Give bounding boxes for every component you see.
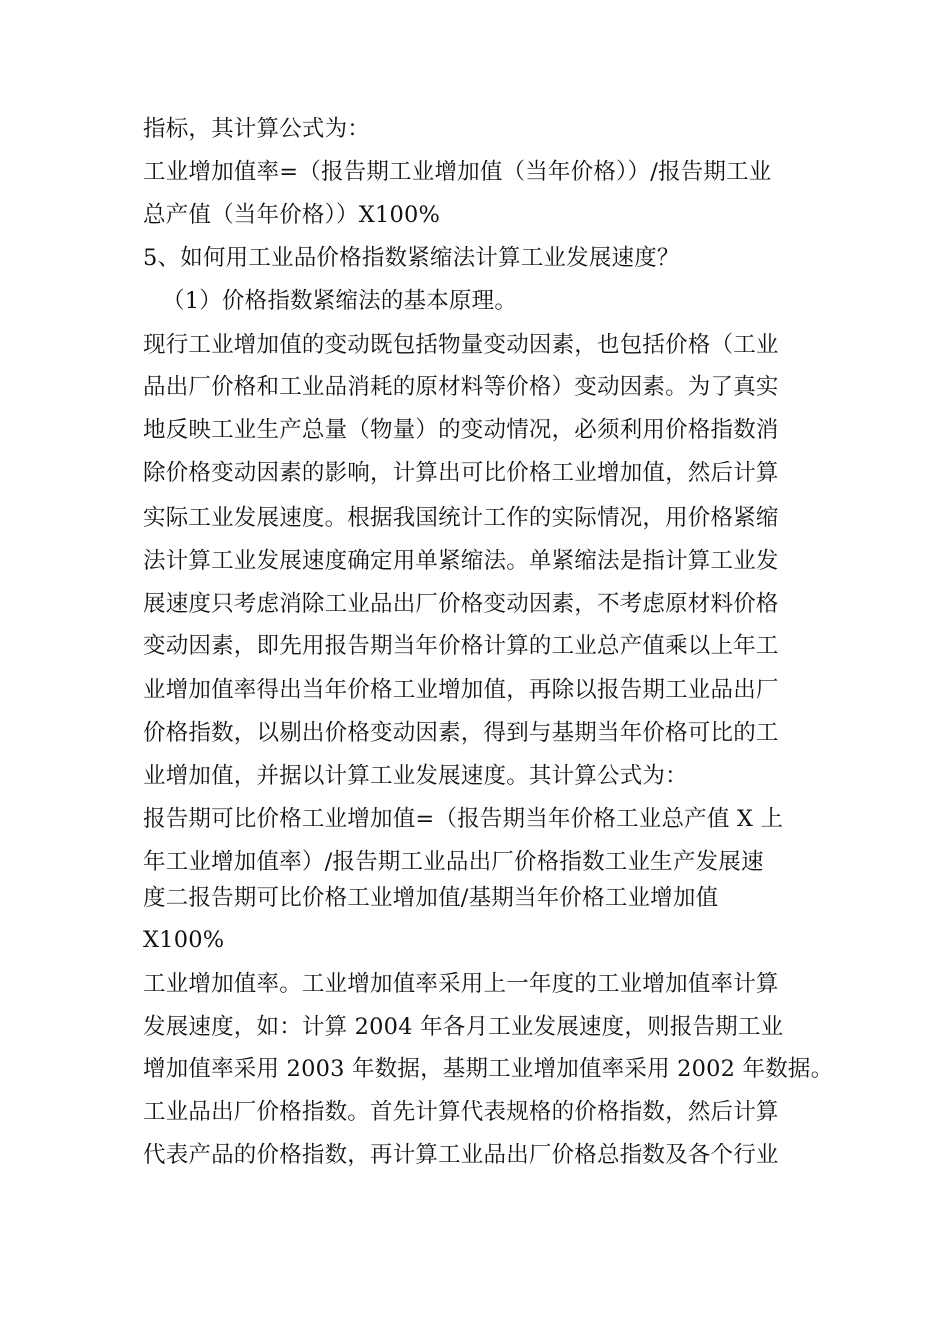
text-line: 变动因素，即先用报告期当年价格计算的工业总产值乘以上年工 (143, 633, 779, 659)
formula-line: 年工业增加值率）/报告期工业品出厂价格指数工业生产发展速 (143, 849, 764, 875)
section-heading: 5、如何用工业品价格指数紧缩法计算工业发展速度？ (143, 245, 680, 271)
text-line: 法计算工业发展速度确定用单紧缩法。单紧缩法是指计算工业发 (143, 548, 779, 574)
text-line: 品出厂价格和工业品消耗的原材料等价格）变动因素。为了真实 (143, 374, 779, 400)
text-line: 实际工业发展速度。根据我国统计工作的实际情况，用价格紧缩 (143, 505, 779, 531)
text-line: 业增加值率得出当年价格工业增加值，再除以报告期工业品出厂 (143, 677, 779, 703)
formula-line: 度二报告期可比价格工业增加值/基期当年价格工业增加值 (143, 885, 719, 911)
text-line: 工业增加值率。工业增加值率采用上一年度的工业增加值率计算 (143, 971, 779, 997)
text-line: 展速度只考虑消除工业品出厂价格变动因素，不考虑原材料价格 (143, 591, 779, 617)
text-line: 发展速度，如：计算 2004 年各月工业发展速度，则报告期工业 (143, 1014, 784, 1040)
text-line: 工业增加值率=（报告期工业增加值（当年价格））/报告期工业 (143, 159, 772, 185)
text-line: 地反映工业生产总量（物量）的变动情况，必须利用价格指数消 (143, 417, 779, 443)
subsection-heading: （1）价格指数紧缩法的基本原理。 (162, 288, 518, 314)
text-line: 总产值（当年价格））X100% (143, 202, 441, 228)
formula-line: X100% (143, 927, 225, 953)
text-line: 现行工业增加值的变动既包括物量变动因素，也包括价格（工业 (143, 332, 779, 358)
text-line: 代表产品的价格指数，再计算工业品出厂价格总指数及各个行业 (143, 1142, 779, 1168)
text-line: 业增加值，并据以计算工业发展速度。其计算公式为： (143, 763, 688, 789)
text-line: 除价格变动因素的影响，计算出可比价格工业增加值，然后计算 (143, 460, 779, 486)
text-line: 增加值率采用 2003 年数据，基期工业增加值率采用 2002 年数据。 (143, 1056, 834, 1082)
text-line: 指标，其计算公式为： (143, 116, 371, 142)
text-line: 价格指数，以剔出价格变动因素，得到与基期当年价格可比的工 (143, 720, 779, 746)
formula-line: 报告期可比价格工业增加值=（报告期当年价格工业总产值 X 上 (143, 806, 784, 832)
text-line: 工业品出厂价格指数。首先计算代表规格的价格指数，然后计算 (143, 1099, 779, 1125)
